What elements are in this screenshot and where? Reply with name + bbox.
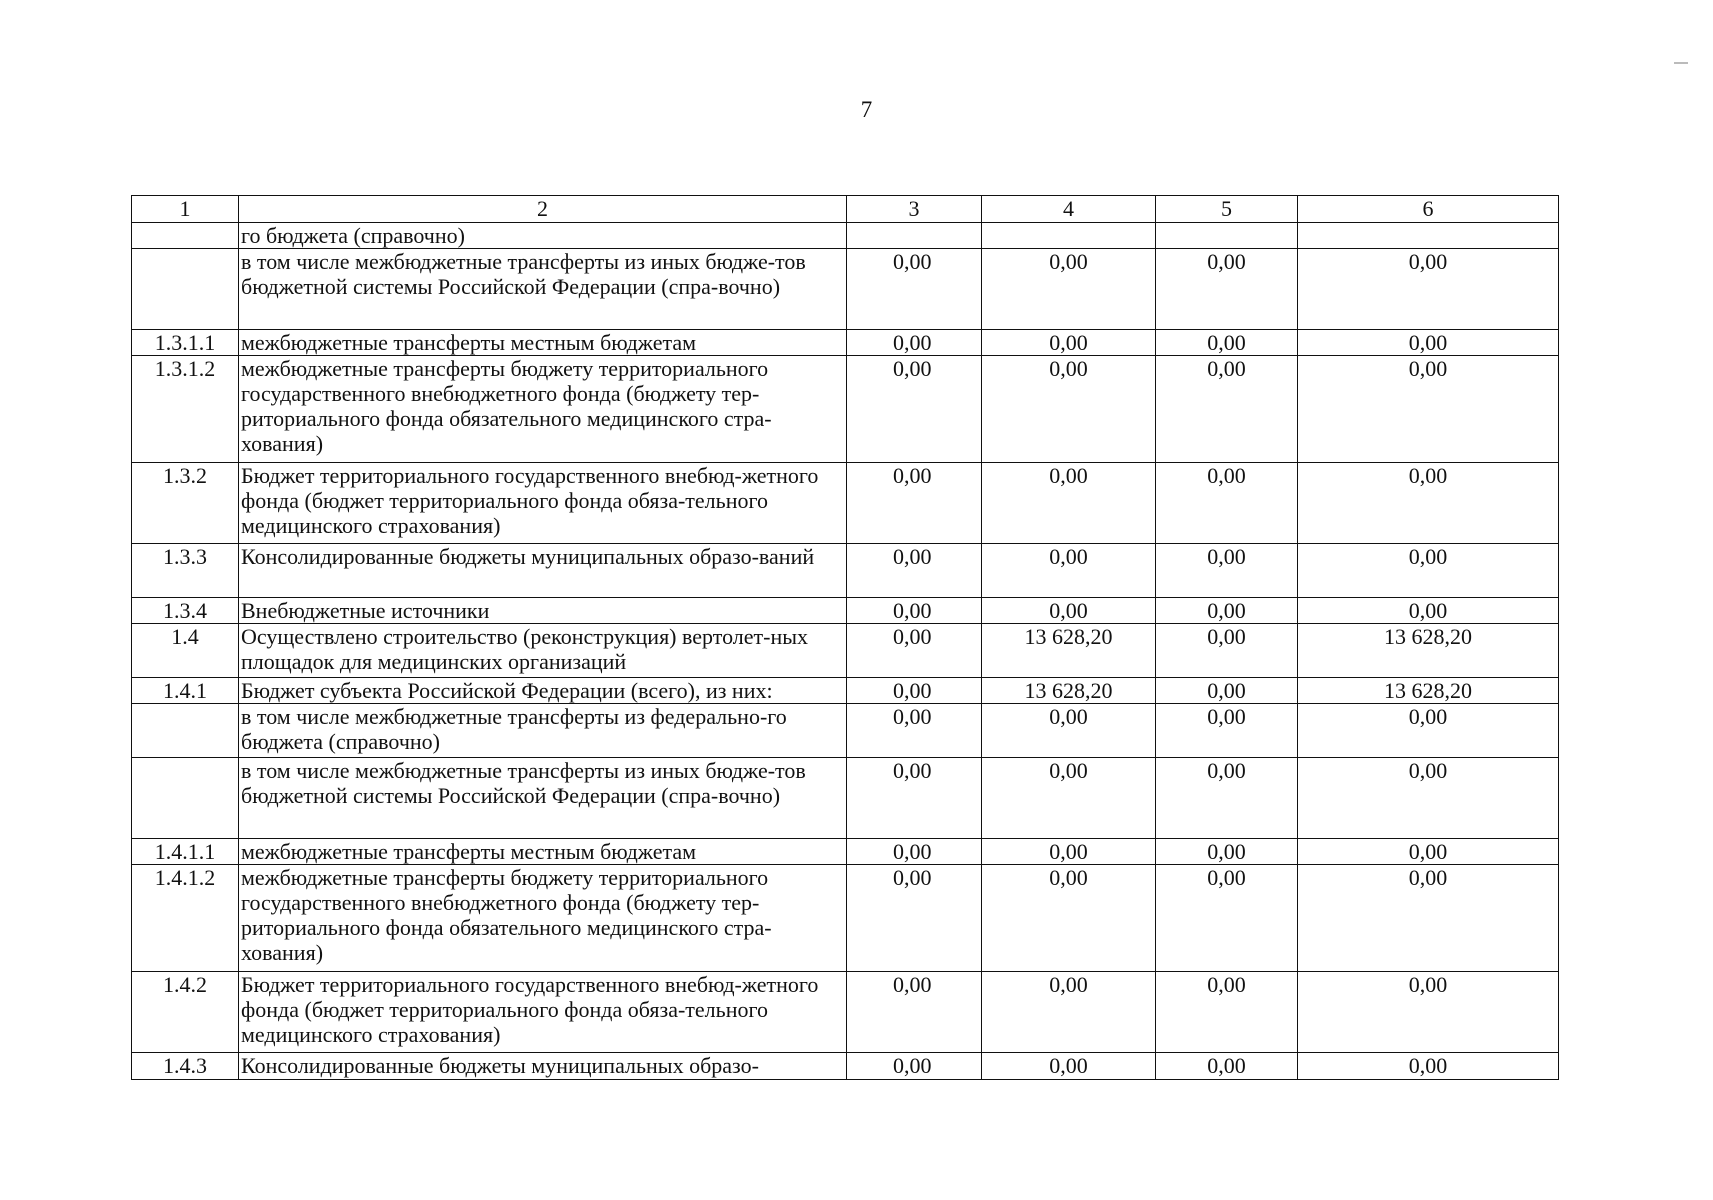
row-description: Осуществлено строительство (реконструкция) вертолет-ных площадок для медицинских организаций [239, 624, 847, 678]
table-row [132, 223, 1559, 249]
value-col-4: 0,00 [982, 865, 1156, 972]
row-description: Бюджет территориального государственного внебюд-жетного фонда (бюджет территориального фонда обяза-тельного медицинского страхования) [239, 463, 847, 544]
value-col-5: 0,00 [1156, 758, 1298, 839]
value-col-6: 0,00 [1298, 544, 1559, 598]
value-col-3: 0,00 [847, 704, 982, 758]
value-col-5: 0,00 [1156, 704, 1298, 758]
row-code: 1.4.3 [132, 1053, 239, 1080]
value-col-4: 0,00 [982, 598, 1156, 624]
value-col-4: 0,00 [982, 356, 1156, 463]
value-col-5: 0,00 [1156, 624, 1298, 678]
value-col-3: 0,00 [847, 463, 982, 544]
value-col-4: 0,00 [982, 249, 1156, 330]
value-col-5: 0,00 [1156, 1053, 1298, 1080]
row-code: 1.3.4 [132, 598, 239, 624]
value-col-3: 0,00 [847, 758, 982, 839]
value-col-3: 0,00 [847, 624, 982, 678]
row-code: 1.4.2 [132, 972, 239, 1053]
column-header: 4 [982, 196, 1156, 223]
row-code: 1.4.1.1 [132, 839, 239, 865]
value-col-5: 0,00 [1156, 249, 1298, 330]
row-description: межбюджетные трансферты местным бюджетам [239, 839, 847, 865]
value-col-6: 0,00 [1298, 839, 1559, 865]
table-row [132, 598, 1559, 624]
row-code: 1.4.1.2 [132, 865, 239, 972]
value-col-4: 0,00 [982, 839, 1156, 865]
table-row [132, 972, 1559, 1053]
value-col-6: 13 628,20 [1298, 624, 1559, 678]
table-row [132, 330, 1559, 356]
value-col-4: 0,00 [982, 463, 1156, 544]
table-row [132, 463, 1559, 544]
row-code: 1.3.1.1 [132, 330, 239, 356]
row-code: 1.3.1.2 [132, 356, 239, 463]
value-col-6 [1298, 223, 1559, 249]
table-row [132, 249, 1559, 330]
value-col-5: 0,00 [1156, 678, 1298, 704]
row-code [132, 758, 239, 839]
value-col-3: 0,00 [847, 678, 982, 704]
row-description: Бюджет субъекта Российской Федерации (всего), из них: [239, 678, 847, 704]
table-row [132, 704, 1559, 758]
row-code [132, 704, 239, 758]
row-description: межбюджетные трансферты бюджету территориального государственного внебюджетного фонда (бюджету тер-риториального фонда обязательного медицинского стра-хования) [239, 865, 847, 972]
value-col-3: 0,00 [847, 1053, 982, 1080]
row-description: в том числе межбюджетные трансферты из иных бюдже-тов бюджетной системы Российской Федерации (спра-вочно) [239, 758, 847, 839]
value-col-3: 0,00 [847, 544, 982, 598]
table-row [132, 678, 1559, 704]
row-description: го бюджета (справочно) [239, 223, 847, 249]
row-description: в том числе межбюджетные трансферты из иных бюдже-тов бюджетной системы Российской Федерации (спра-вочно) [239, 249, 847, 330]
budget-table [131, 195, 1559, 1080]
value-col-3: 0,00 [847, 356, 982, 463]
value-col-5: 0,00 [1156, 356, 1298, 463]
value-col-4 [982, 223, 1156, 249]
row-description: в том числе межбюджетные трансферты из федерально-го бюджета (справочно) [239, 704, 847, 758]
value-col-5: 0,00 [1156, 972, 1298, 1053]
value-col-6: 0,00 [1298, 249, 1559, 330]
table-row [132, 624, 1559, 678]
row-code [132, 249, 239, 330]
value-col-5: 0,00 [1156, 839, 1298, 865]
value-col-3: 0,00 [847, 249, 982, 330]
table-row [132, 865, 1559, 972]
value-col-5: 0,00 [1156, 544, 1298, 598]
value-col-4: 0,00 [982, 972, 1156, 1053]
column-header: 6 [1298, 196, 1559, 223]
value-col-3: 0,00 [847, 865, 982, 972]
value-col-5: 0,00 [1156, 463, 1298, 544]
column-header: 5 [1156, 196, 1298, 223]
value-col-6: 0,00 [1298, 356, 1559, 463]
row-description: Консолидированные бюджеты муниципальных образо-ваний [239, 544, 847, 598]
table-row [132, 356, 1559, 463]
table-row [132, 839, 1559, 865]
page-number: 7 [860, 97, 873, 122]
value-col-3 [847, 223, 982, 249]
value-col-5 [1156, 223, 1298, 249]
row-description: межбюджетные трансферты бюджету территориального государственного внебюджетного фонда (бюджету тер-риториального фонда обязательного медицинского стра-хования) [239, 356, 847, 463]
row-code: 1.3.2 [132, 463, 239, 544]
row-description: межбюджетные трансферты местным бюджетам [239, 330, 847, 356]
value-col-6: 0,00 [1298, 758, 1559, 839]
row-code: 1.4 [132, 624, 239, 678]
column-header: 2 [239, 196, 847, 223]
table-row [132, 544, 1559, 598]
row-description: Консолидированные бюджеты муниципальных образо- [239, 1053, 847, 1080]
value-col-6: 0,00 [1298, 1053, 1559, 1080]
value-col-3: 0,00 [847, 330, 982, 356]
value-col-4: 0,00 [982, 544, 1156, 598]
value-col-6: 0,00 [1298, 704, 1559, 758]
value-col-4: 0,00 [982, 758, 1156, 839]
table-row [132, 758, 1559, 839]
column-header: 3 [847, 196, 982, 223]
value-col-5: 0,00 [1156, 865, 1298, 972]
value-col-6: 0,00 [1298, 463, 1559, 544]
value-col-6: 13 628,20 [1298, 678, 1559, 704]
value-col-6: 0,00 [1298, 598, 1559, 624]
header-row [132, 196, 1559, 223]
value-col-3: 0,00 [847, 839, 982, 865]
value-col-4: 0,00 [982, 1053, 1156, 1080]
value-col-4: 13 628,20 [982, 624, 1156, 678]
row-code: 1.3.3 [132, 544, 239, 598]
value-col-5: 0,00 [1156, 330, 1298, 356]
value-col-3: 0,00 [847, 598, 982, 624]
row-code [132, 223, 239, 249]
row-description: Бюджет территориального государственного внебюд-жетного фонда (бюджет территориального фонда обяза-тельного медицинского страхования) [239, 972, 847, 1053]
value-col-6: 0,00 [1298, 330, 1559, 356]
row-code: 1.4.1 [132, 678, 239, 704]
table-row [132, 1053, 1559, 1080]
value-col-4: 13 628,20 [982, 678, 1156, 704]
value-col-3: 0,00 [847, 972, 982, 1053]
row-description: Внебюджетные источники [239, 598, 847, 624]
value-col-4: 0,00 [982, 330, 1156, 356]
value-col-5: 0,00 [1156, 598, 1298, 624]
column-header: 1 [132, 196, 239, 223]
value-col-6: 0,00 [1298, 865, 1559, 972]
value-col-4: 0,00 [982, 704, 1156, 758]
value-col-6: 0,00 [1298, 972, 1559, 1053]
scan-mark [1674, 62, 1688, 64]
